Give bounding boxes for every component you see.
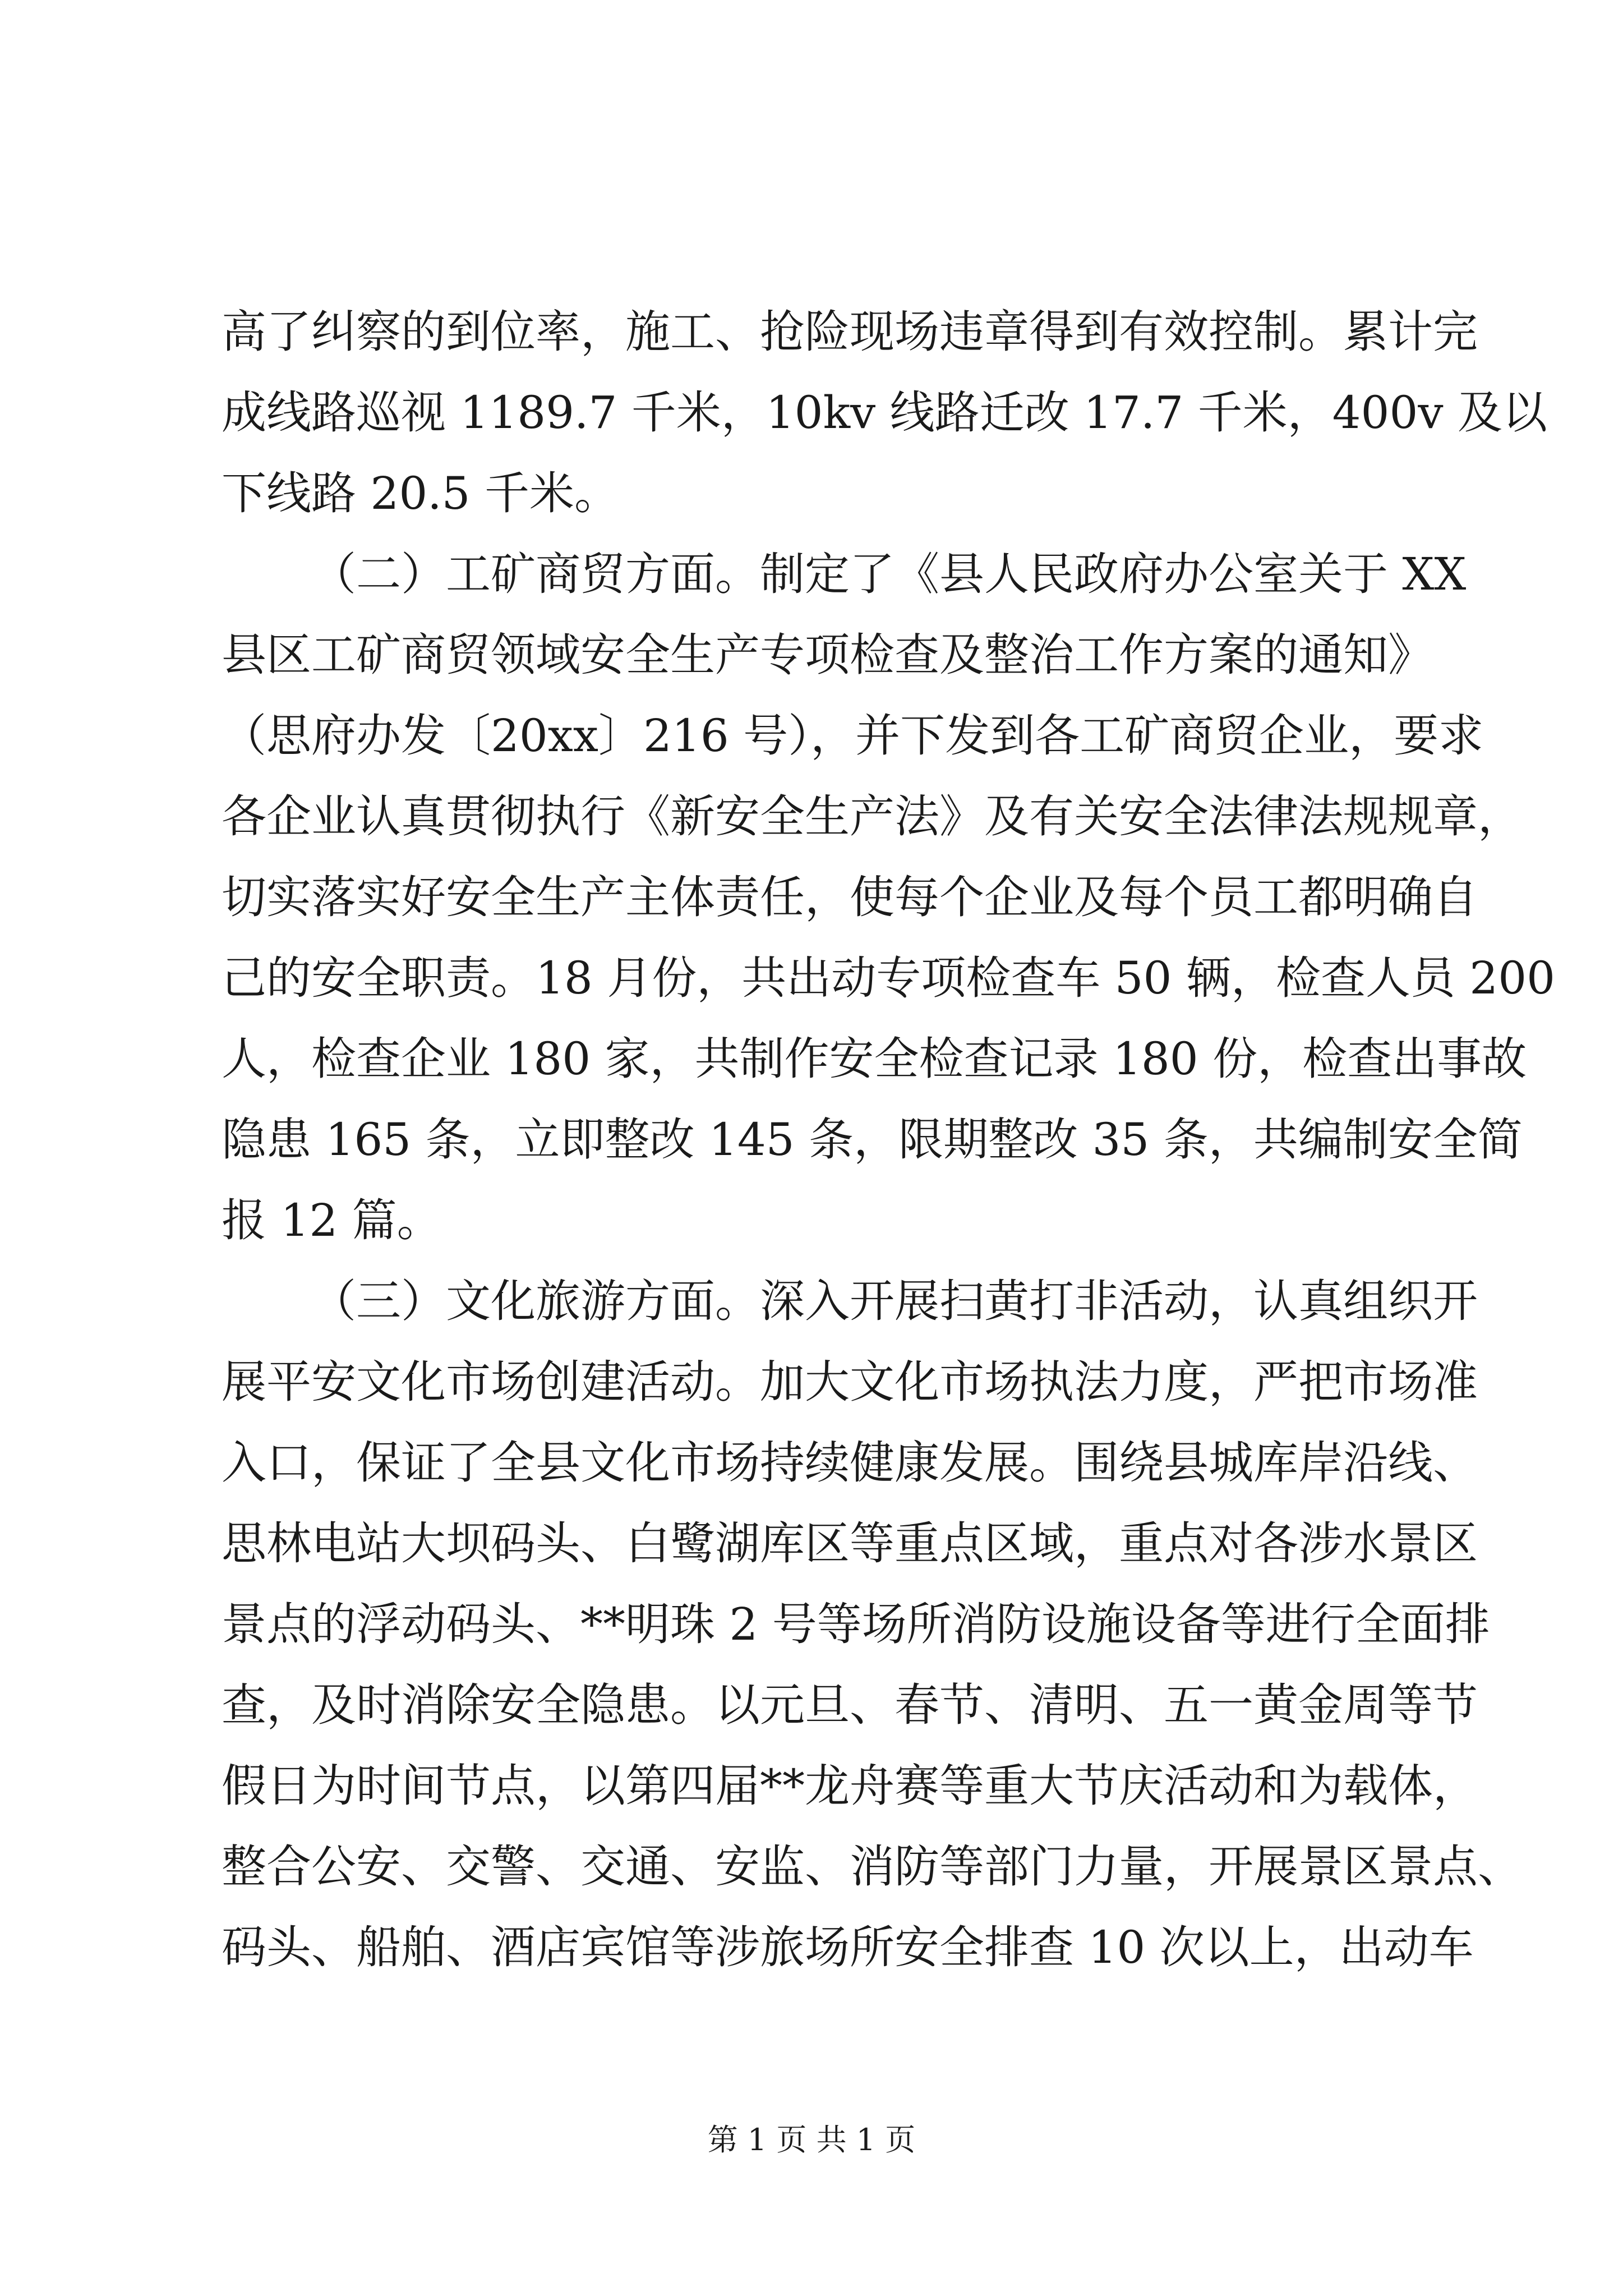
text-line: 人，检查企业 180 家，共制作安全检查记录 180 份，检查出事故 [222, 1033, 1527, 1085]
page-footer [0, 2120, 1623, 2160]
text-line: 下线路 20.5 千米。 [222, 467, 619, 519]
text-line: （三）文化旅游方面。深入开展扫黄打非活动，认真组织开 [311, 1275, 1478, 1327]
text-line: 整合公安、交警、交通、安监、消防等部门力量，开展景区景点、 [222, 1841, 1523, 1893]
text-line: 查，及时消除安全隐患。以元旦、春节、清明、五一黄金周等节 [222, 1679, 1478, 1731]
text-line: （思府办发〔20xx〕216 号），并下发到各工矿商贸企业，要求 [222, 710, 1484, 762]
text-line: 隐患 165 条，立即整改 145 条，限期整改 35 条，共编制安全简 [222, 1114, 1523, 1166]
text-line: （二）工矿商贸方面。制定了《县人民政府办公室关于 XX [311, 548, 1467, 600]
text-line: 报 12 篇。 [222, 1194, 442, 1246]
text-line: 展平安文化市场创建活动。加大文化市场执法力度，严把市场准 [222, 1356, 1478, 1408]
text-line: 景点的浮动码头、**明珠 2 号等场所消防设施设备等进行全面排 [222, 1598, 1490, 1650]
text-line: 高了纠察的到位率，施工、抢险现场违章得到有效控制。累计完 [222, 306, 1478, 358]
page-number: 第 1 页 共 1 页 [707, 2122, 916, 2157]
text-line: 成线路巡视 1189.7 千米，10kv 线路迁改 17.7 千米，400v 及以 [222, 386, 1547, 439]
text-line: 假日为时间节点，以第四届**龙舟赛等重大节庆活动和为载体， [222, 1760, 1478, 1812]
text-line: 己的安全职责。18 月份，共出动专项检查车 50 辆，检查人员 200 [222, 952, 1556, 1004]
text-line: 各企业认真贯彻执行《新安全生产法》及有关安全法律法规规章， [222, 790, 1523, 843]
body-text [222, 292, 1556, 1988]
text-line: 县区工矿商贸领域安全生产专项检查及整治工作方案的通知》 [222, 629, 1433, 681]
text-line: 思林电站大坝码头、白鹭湖库区等重点区域，重点对各涉水景区 [222, 1517, 1478, 1570]
text-line: 入口，保证了全县文化市场持续健康发展。围绕县城库岸沿线、 [222, 1437, 1478, 1489]
text-line: 码头、船舶、酒店宾馆等涉旅场所安全排查 10 次以上，出动车 [222, 1921, 1474, 1973]
text-line: 切实落实好安全生产主体责任，使每个企业及每个员工都明确自 [222, 871, 1478, 923]
